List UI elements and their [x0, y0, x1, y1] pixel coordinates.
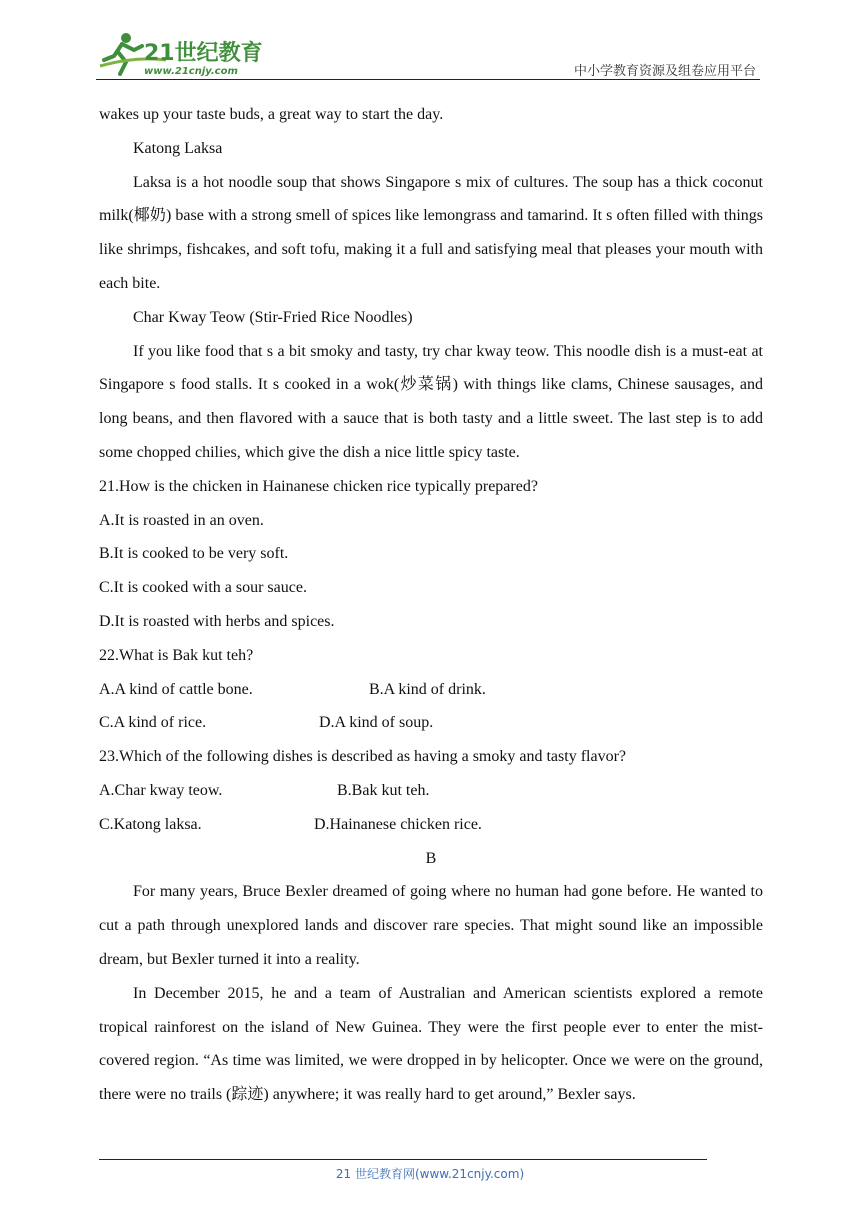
- q21-option-d: D.It is roasted with herbs and spices.: [99, 612, 335, 630]
- q23-options-row-1: [99, 774, 763, 808]
- q21-option-b: B.It is cooked to be very soft.: [99, 545, 289, 563]
- question-22: 22.What is Bak kut teh?: [99, 646, 254, 664]
- q23-options-row-2: [99, 808, 763, 842]
- document-body: [99, 98, 763, 1112]
- section-heading-b: B: [425, 849, 437, 867]
- running-man-icon: [96, 30, 266, 78]
- footer-divider: [99, 1159, 707, 1160]
- q21-option-a: A.It is roasted in an oven.: [99, 511, 264, 529]
- q22-option-a: A.A kind of cattle bone.: [99, 680, 253, 698]
- footer-site-link: 21 世纪教育网(www.21cnjy.com): [335, 1167, 525, 1181]
- header-platform-title: 中小学教育资源及组卷应用平台: [573, 64, 756, 79]
- q23-option-d: D.Hainanese chicken rice.: [314, 815, 482, 833]
- heading-katong-laksa: Katong Laksa: [133, 139, 223, 157]
- q21-option-c: C.It is cooked with a sour sauce.: [99, 579, 307, 597]
- logo-url-text: www.21cnjy.com: [144, 66, 238, 77]
- site-logo: [96, 30, 266, 78]
- q22-options-row-1: [99, 673, 763, 707]
- page-header: [0, 0, 860, 82]
- paragraph-continuation: wakes up your taste buds, a great way to start the day.: [99, 106, 444, 123]
- question-21: 21.How is the chicken in Hainanese chicken rice typically prepared?: [99, 477, 538, 495]
- q22-option-c: C.A kind of rice.: [99, 714, 207, 732]
- paragraph-laksa: Laksa is a hot noodle soup that shows Singapore s mix of cultures. The soup has a thick coconut milk(椰奶) base with a strong smell of spices like lemongrass and tamarind. It s often filled with things like shrimps, fishcakes, and soft tofu, making it a full and satisfying meal that pleases your mouth with each bite.: [99, 173, 763, 292]
- q22-option-b: B.A kind of drink.: [369, 680, 486, 698]
- heading-char-kway-teow: Char Kway Teow (Stir-Fried Rice Noodles): [133, 308, 413, 326]
- q23-option-b: B.Bak kut teh.: [337, 781, 430, 799]
- question-23: 23.Which of the following dishes is described as having a smoky and tasty flavor?: [99, 748, 626, 766]
- q22-option-d: D.A kind of soup.: [319, 714, 434, 732]
- paragraph-char-kway-teow: If you like food that s a bit smoky and tasty, try char kway teow. This noodle dish is a must-eat at Singapore s food stalls. It s cooked in a wok(炒菜锅) with things like clams, Chinese sausages, and long beans, and then flavored with a sauce that is both tasty and a little sweet. The last step is to add some chopped chilies, which give the dish a nice little spicy taste.: [99, 342, 763, 461]
- logo-brand-text: 21世纪教育: [144, 41, 263, 66]
- q22-options-row-2: [99, 706, 763, 740]
- paragraph-b-2: In December 2015, he and a team of Australian and American scientists explored a remote tropical rainforest on the island of New Guinea. They were the first people ever to enter the mist-covered region. “As time was limited, we were dropped in by helicopter. Once we were on the ground, there were no trails (踪迹) anywhere; it was really hard to get around,” Bexler says.: [99, 984, 763, 1104]
- q23-option-a: A.Char kway teow.: [99, 781, 223, 799]
- header-divider: [96, 79, 760, 80]
- q23-option-c: C.Katong laksa.: [99, 815, 202, 833]
- paragraph-b-1: For many years, Bruce Bexler dreamed of going where no human had gone before. He wanted to cut a path through unexplored lands and discover rare species. That might sound like an impossible dream, but Bexler turned it into a reality.: [99, 883, 763, 968]
